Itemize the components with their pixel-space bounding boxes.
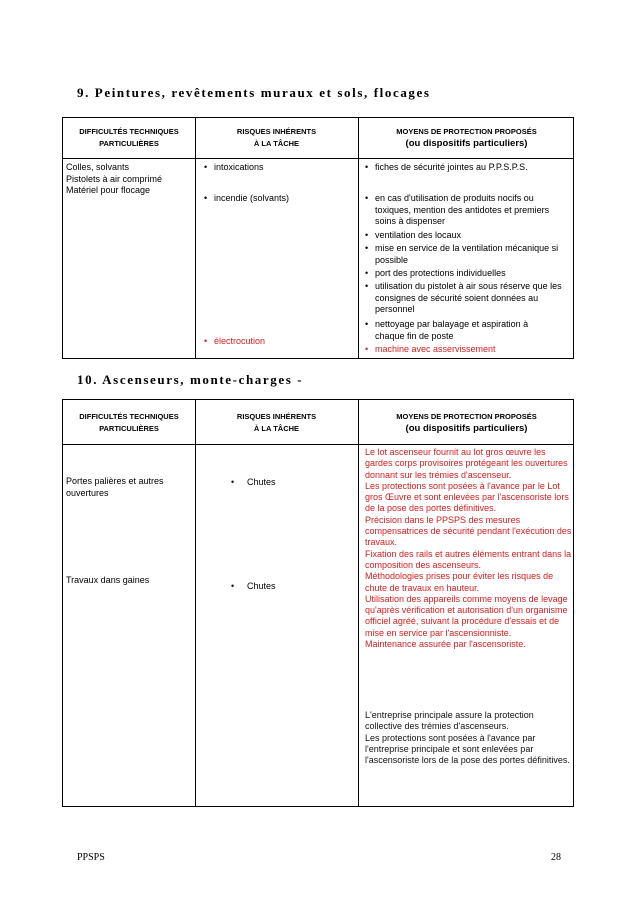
- risk-item: • Chutes: [231, 477, 276, 487]
- measure-item: • nettoyage par balayage et aspiration à chaque fin de poste: [365, 319, 529, 341]
- list-item: Colles, solvants: [66, 162, 130, 172]
- list-item: Utilisation des appareils comme moyens de levage qu'après vérification et autorisation d'un organisme officiel agréé, suivant la procédure d'essais et de mise en service par l'ascensionniste.: [365, 593, 568, 638]
- measure-item: • port des protections individuelles: [365, 268, 506, 278]
- header-measures: MOYENS DE PROTECTION PROPOSÉS (ou dispositifs particuliers): [396, 412, 537, 434]
- bullet-icon: •: [204, 336, 208, 346]
- section-9-title: 9. Peintures, revêtements muraux et sols, flocages: [77, 85, 431, 100]
- section-10-title: 10. Ascenseurs, monte-charges -: [77, 372, 304, 387]
- list-item: Maintenance assurée par l'ascensoriste.: [365, 639, 526, 650]
- page-number: 28: [551, 852, 561, 863]
- measure-item: • utilisation du pistolet à air sous réserve que les consignes de sécurité soient données au personnel: [365, 281, 562, 314]
- bullet-icon: •: [365, 230, 369, 240]
- risk-item: • intoxications: [204, 162, 264, 172]
- measure-item: • machine avec asservissement: [365, 344, 496, 354]
- bullet-icon: •: [231, 581, 235, 591]
- header-difficulties: DIFFICULTÉS TECHNIQUES PARTICULIÈRES: [79, 127, 179, 148]
- header-risks: RISQUES INHÉRENTS À LA TÂCHE: [236, 412, 317, 433]
- header-risks: RISQUES INHÉRENTS À LA TÂCHE: [236, 127, 317, 148]
- list-item: Pistolets à air comprimé: [66, 173, 163, 184]
- measures-red-list: [365, 447, 573, 650]
- bullet-icon: •: [365, 319, 369, 329]
- header-difficulties: DIFFICULTÉS TECHNIQUES PARTICULIÈRES: [79, 412, 179, 433]
- measure-item: • mise en service de la ventilation mécanique si possible: [365, 243, 559, 265]
- list-item: L'entreprise principale assure la protection collective des trémies d'ascenseurs.: [365, 710, 534, 732]
- risk-item: • électrocution: [204, 336, 266, 346]
- list-item: Matériel pour flocage: [66, 185, 151, 195]
- measures-black-list: [365, 710, 573, 766]
- bullet-icon: •: [231, 477, 235, 487]
- measure-item: • en cas d'utilisation de produits nocifs ou toxiques, mention des antidotes et premiers soins à dispenser: [365, 193, 550, 226]
- header-measures: MOYENS DE PROTECTION PROPOSÉS (ou dispositifs particuliers): [396, 127, 537, 149]
- bullet-icon: •: [365, 162, 369, 172]
- risk-item: • Chutes: [231, 581, 276, 591]
- measure-item: • ventilation des locaux: [365, 230, 462, 240]
- bullet-icon: •: [365, 281, 369, 291]
- list-item: Le lot ascenseur fournit au lot gros œuvre les gardes corps provisoires protégeant les ouvertures donnant sur les trémies d'ascenseur.: [365, 447, 568, 480]
- bullet-icon: •: [204, 193, 208, 203]
- bullet-icon: •: [365, 193, 369, 203]
- list-item: Précision dans le PPSPS des mesures compensatrices de sécurité pendant l'exécution des travaux.: [365, 514, 572, 548]
- bullet-icon: •: [365, 344, 369, 354]
- table-section-9: [62, 117, 574, 359]
- bullet-icon: •: [365, 243, 369, 253]
- bullet-icon: •: [365, 268, 369, 278]
- risk-item: • incendie (solvants): [204, 193, 290, 203]
- measure-item: • fiches de sécurité jointes au P.P.S.P.S.: [365, 162, 528, 172]
- list-item: Les protections sont posées à l'avance par l'entreprise principale et sont enlevées par l'ascensoriste lors de la pose des portes définitives.: [365, 732, 570, 766]
- list-item: Méthodologies prises pour éviter les risques de chute de travaux en hauteur.: [365, 571, 554, 593]
- bullet-icon: •: [204, 162, 208, 172]
- list-item: Fixation des rails et autres éléments entrant dans la composition des ascenseurs.: [365, 548, 572, 570]
- list-item: Les protections sont posées à l'avance par le Lot gros Œuvre et sont enlevées par l'ascensoriste lors de la pose des portes définitives.: [365, 480, 569, 514]
- difficulty-item: Travaux dans gaines: [66, 575, 150, 585]
- difficulties-list: [66, 162, 194, 197]
- difficulty-item: Portes palières et autres ouvertures: [66, 476, 164, 498]
- table-section-10: [62, 399, 574, 807]
- footer-label: PPSPS: [77, 852, 105, 863]
